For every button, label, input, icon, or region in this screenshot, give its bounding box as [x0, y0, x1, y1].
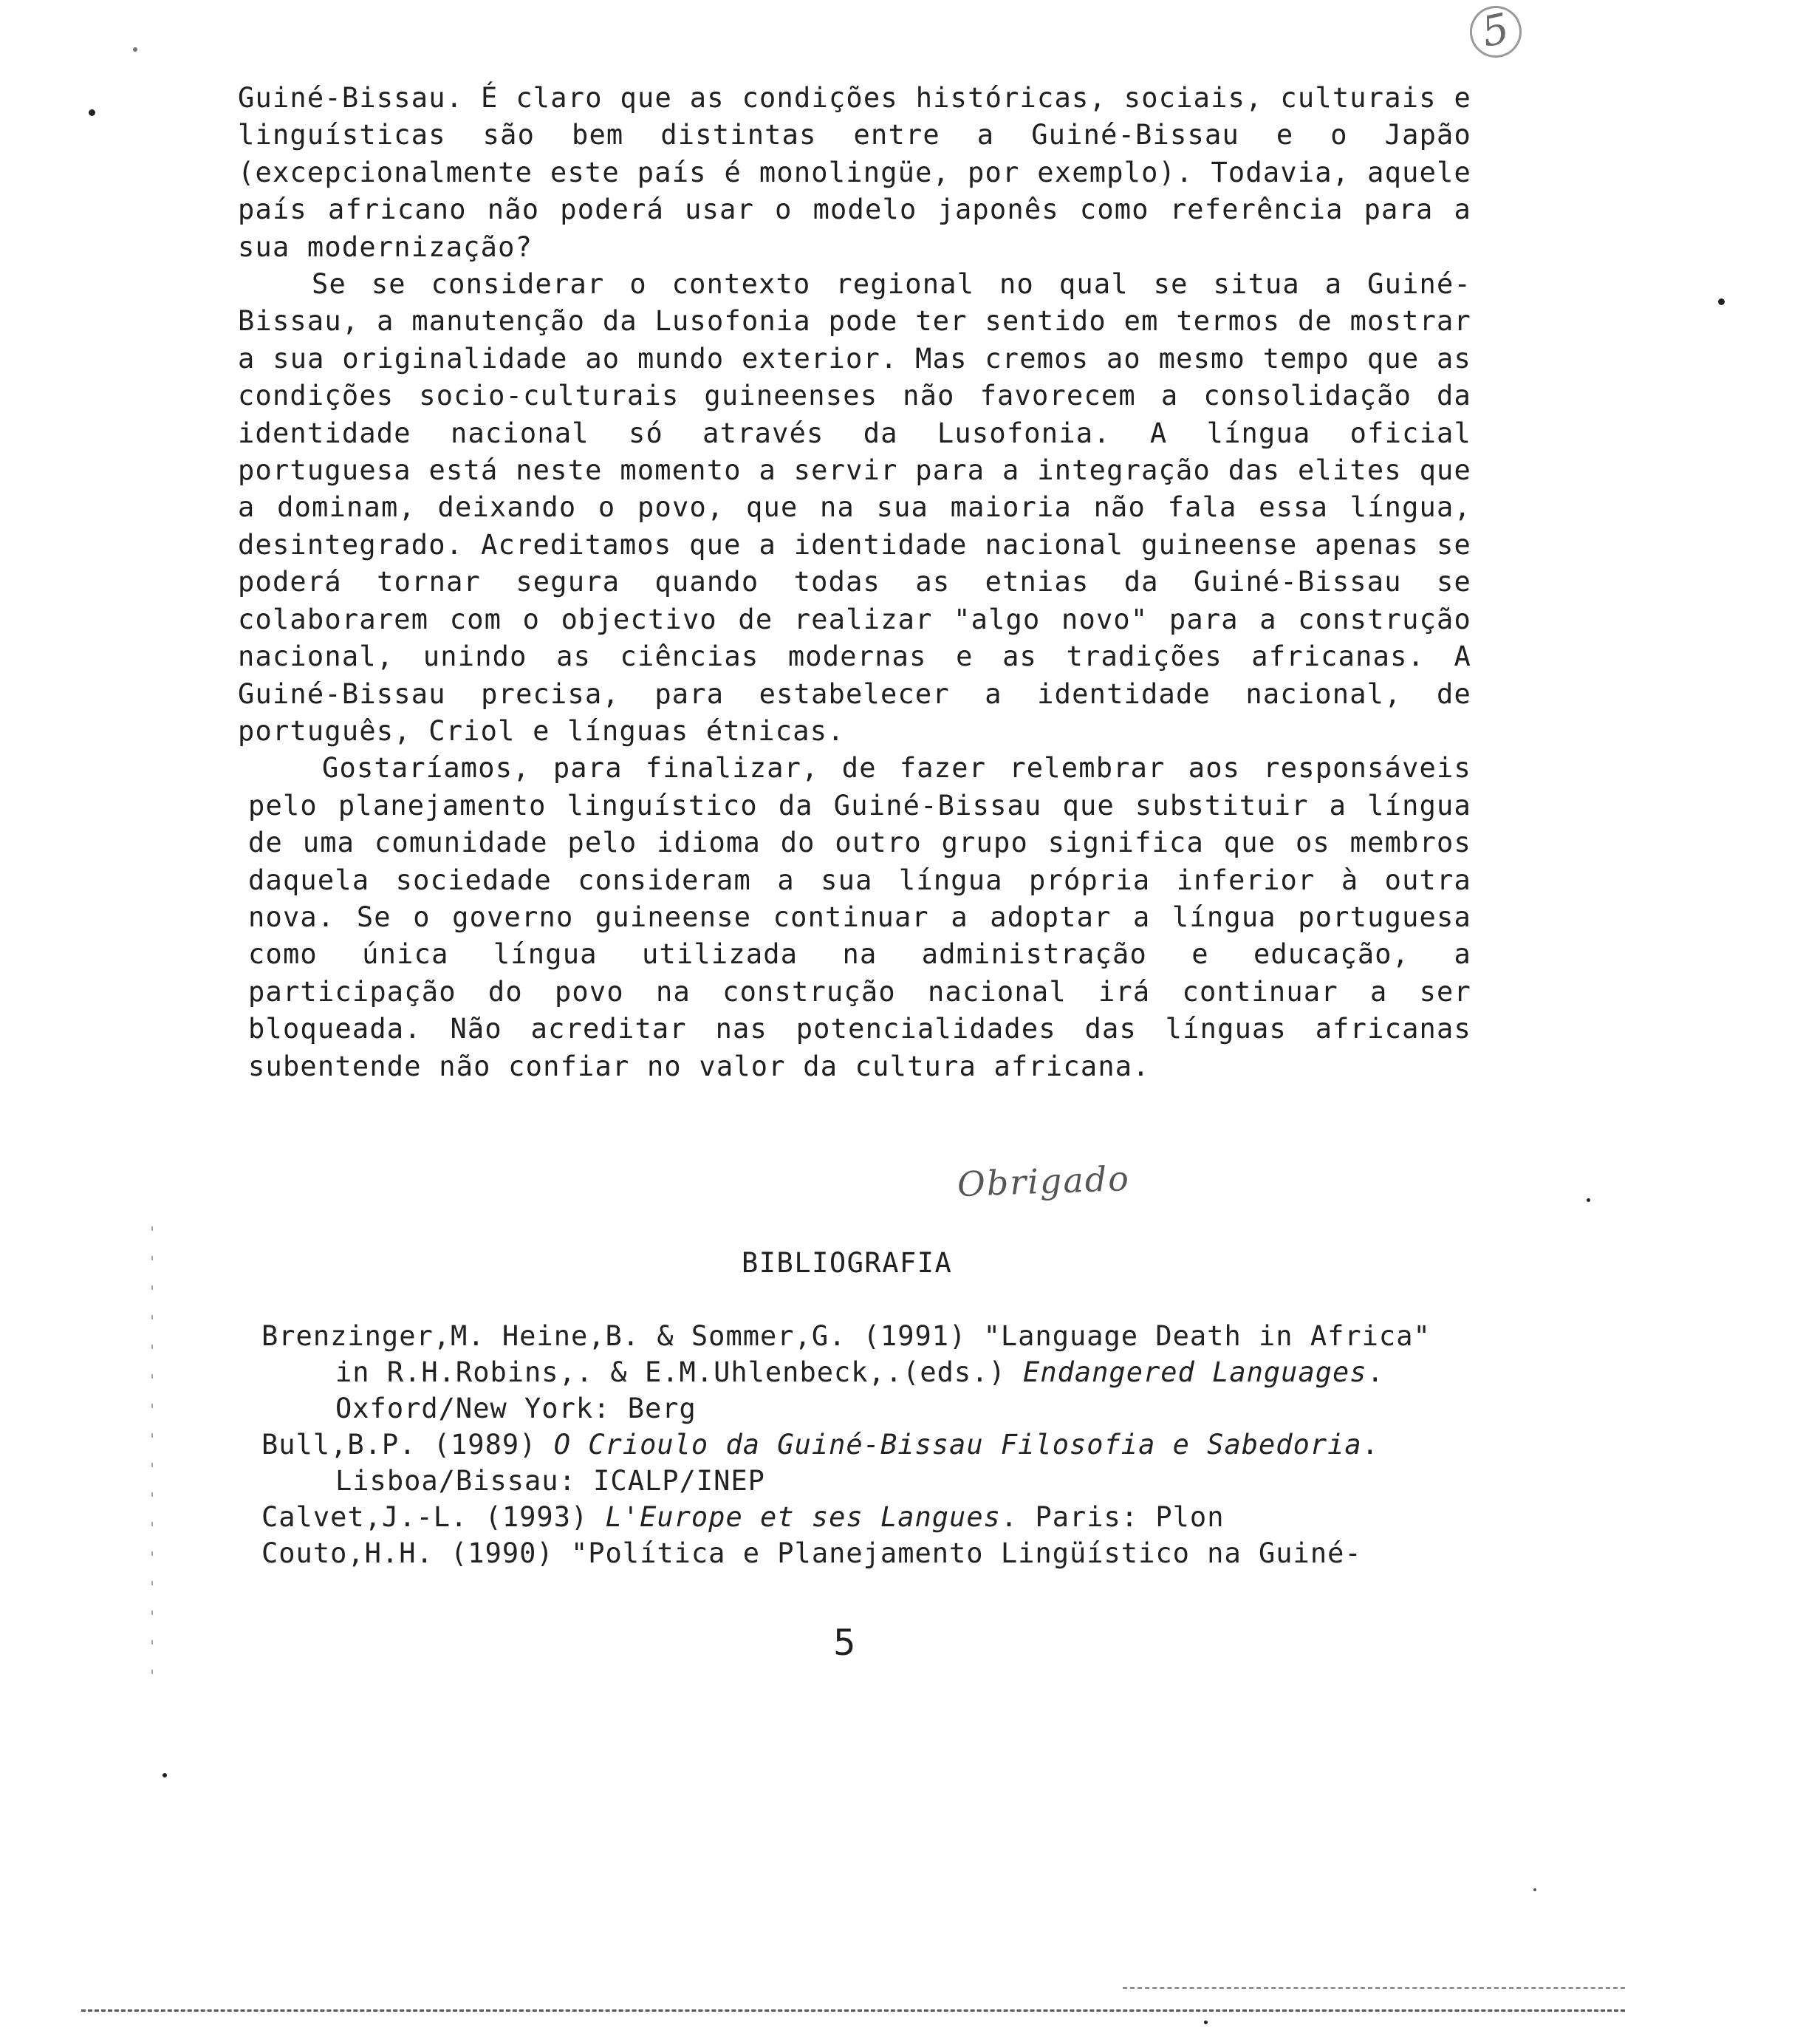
reference-title: Endangered Languages [1023, 1356, 1367, 1388]
scan-dash-line [1123, 1987, 1625, 1989]
reference-text: Calvet,J.-L. (1993) [261, 1501, 606, 1533]
paragraph-1: Guiné-Bissau. É claro que as condições históricas, sociais, culturais e linguísticas são bem distintas entre a Guiné-Bissau e o Japão (excepcionalmente este país é monolingüe, por exemplo). Todavia, aquele país africano não poderá usar o modelo japonês como referência para a sua modernização? [238, 82, 1471, 263]
handwritten-signature: Obrigado [957, 1158, 1131, 1205]
body-text [238, 80, 1471, 1085]
scan-speck [133, 47, 137, 52]
reference-text: Bull,B.P. (1989) [261, 1429, 554, 1461]
bibliography-entry [261, 1535, 1465, 1571]
reference-text: Couto,H.H. (1990) "Política e Planejamento Lingüístico na Guiné- [261, 1537, 1362, 1569]
bibliography-entry [261, 1499, 1465, 1535]
bibliography-list [261, 1318, 1465, 1571]
reference-publisher: . Paris: Plon [1000, 1501, 1225, 1533]
scan-speck [1204, 2021, 1208, 2024]
reference-publisher: . Lisboa/Bissau: ICALP/INEP [335, 1429, 1379, 1497]
paragraph-3: Gostaríamos, para finalizar, de fazer relembrar aos responsáveis pelo planejamento linguístico da Guiné-Bissau que substituir a língua de uma comunidade pelo idioma do outro grupo significa que os membros daquela sociedade consideram a sua língua própria inferior à outra nova. Se o governo guineense continuar a adoptar a língua portuguesa como única língua utilizada na administração e educação, a participação do povo na construção nacional irá continuar a ser bloqueada. Não acreditar nas potencialidades das línguas africanas subentende não confiar no valor da cultura africana. [248, 752, 1471, 1082]
scan-speck [1533, 1888, 1536, 1891]
page-number: 5 [833, 1622, 856, 1664]
bibliography-title: BIBLIOGRAFIA [742, 1247, 953, 1279]
reference-title: L'Europe et ses Langues [605, 1501, 1001, 1533]
reference-publisher: . Oxford/New York: Berg [335, 1356, 1384, 1424]
paragraph-2: Se se considerar o contexto regional no qual se situa a Guiné-Bissau, a manutenção da Lusofonia pode ter sentido em termos de mostrar a sua originalidade ao mundo exterior. Mas cremos ao mesmo tempo que as condições socio-culturais guineenses não favorecem a consolidação da identidade nacional só através da Lusofonia. A língua oficial portuguesa está neste momento a servir para a integração das elites que a dominam, deixando o povo, que na sua maioria não fala essa língua, desintegrado. Acreditamos que a identidade nacional guineense apenas se poderá tornar segura quando todas as etnias da Guiné-Bissau se colaborarem com o objectivo de realizar "algo novo" para a construção nacional, unindo as ciências modernas e as tradições africanas. A Guiné-Bissau precisa, para estabelecer a identidade nacional, de português, Criol e línguas étnicas. [238, 268, 1471, 747]
scan-speck [1587, 1198, 1590, 1202]
reference-title: O Crioulo da Guiné-Bissau Filosofia e Sabedoria [553, 1429, 1362, 1461]
scan-speck [162, 1773, 167, 1777]
scan-margin-mark [151, 1226, 153, 1684]
scan-dash-line [81, 2009, 1625, 2012]
scan-speck [89, 109, 95, 116]
bibliography-entry [261, 1318, 1465, 1427]
bibliography-entry [261, 1427, 1465, 1499]
reference-text: Brenzinger,M. Heine,B. & Sommer,G. (1991) "Language Death in Africa" in R.H.Robins,. & E.M.Uhlenbeck,.(eds.) [261, 1320, 1431, 1388]
handwritten-page-number: 5 [1465, 1, 1526, 62]
scan-speck [1718, 298, 1725, 305]
